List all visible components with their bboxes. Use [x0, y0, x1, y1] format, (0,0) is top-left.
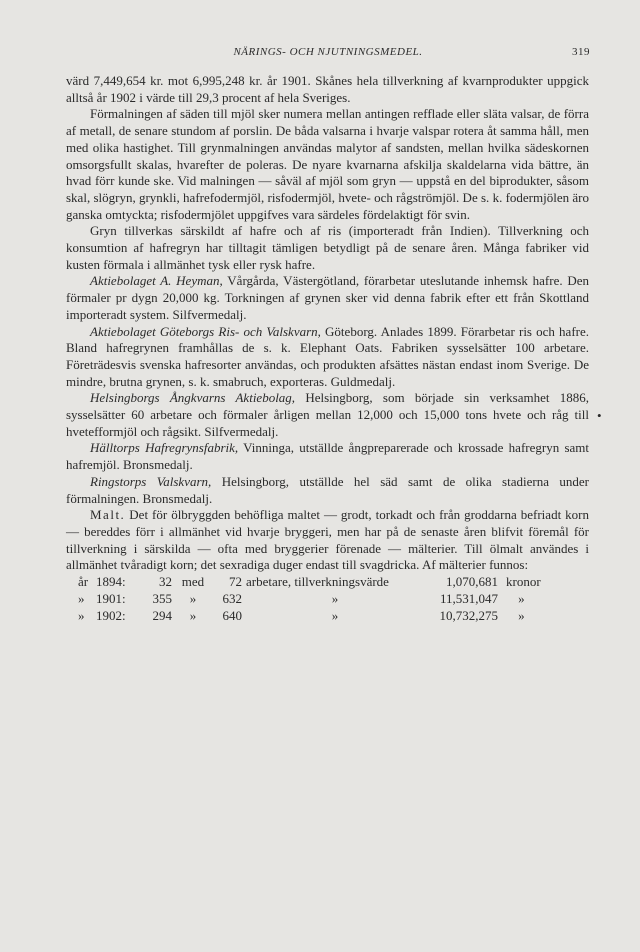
entry: [66, 474, 589, 507]
table-row: [78, 591, 545, 608]
entry: [66, 440, 589, 473]
row-workers: 632: [222, 590, 242, 606]
row-count: 355: [152, 590, 172, 606]
entry: [66, 273, 589, 323]
table-row: [78, 574, 545, 591]
row-currency: »: [518, 607, 525, 623]
row-year: 1902:: [96, 607, 126, 623]
row-value: 11,531,047: [439, 590, 498, 606]
page-header: [66, 46, 590, 66]
entry: [66, 324, 589, 391]
malt-paragraph: [66, 507, 589, 574]
row-prefix: år: [78, 574, 89, 590]
row-prefix: »: [78, 590, 85, 606]
entry-text: Helsingborg, utställde hel säd samt de olika stadierna under förmalningen. Bronsmedalj.: [66, 473, 590, 506]
row-count: 294: [152, 607, 172, 623]
entry-text: Helsingborg, som började sin verksamhet 1886, sysselsätter 60 arbetare och förmaler årligen mellan 12,000 och 15,000 tons hvete och råg till hvetefformjöl och rågsikt. Silfvermedalj.: [66, 390, 590, 439]
row-value: 1,070,681: [446, 574, 498, 590]
margin-mark: •: [597, 408, 602, 423]
malt-heading: Malt.: [90, 507, 126, 523]
paragraph: Gryn tillverkas särskildt af hafre och af ris (importeradt från Indien). Tillverkning och konsumtion af hafregryn har tilltagit tämligen betydligt på de senare åren. Många fabriker vid kusten förmala i allmänhet tysk eller rysk hafre.: [66, 223, 589, 272]
paragraph: Förmalningen af säden till mjöl sker numera mellan antingen refflade eller släta valsar, de förra af metall, de senare stundom af porslin. De båda valsarna i hvarje valspar rotera åt samma håll, men med olika hastighet. Till grynmalningen användas malytor af sandsten, mellan hvilka sädeskornen omsorgsfullt skalas, hvarefter de poleras. De nyare kvarnarna afskilja skaldelarna vida bättre, än hvad förr kunde ske. Vid malningen — såväl af mjöl som gryn — uppstå en del biprodukter, såsom skal, slögryn, grynkli, hafrefodermjöl, risfodermjöl, hvete- och rågströmjöl. De s. k. fodermjölen äro ganska omtyckta; risfodermjölet uppgifves vara särdeles fördelaktigt för svin.: [66, 106, 589, 222]
entry: [66, 390, 589, 440]
entry-name: Aktiebolaget A. Heyman,: [90, 273, 223, 289]
entry-name: Hälltorps Hafregrynsfabrik,: [90, 440, 239, 456]
table-row: [78, 608, 545, 625]
row-year: 1894:: [96, 574, 126, 590]
row-prefix: »: [78, 607, 85, 623]
row-year: 1901:: [96, 590, 126, 606]
page-number: 319: [572, 46, 590, 58]
entry-name: Aktiebolaget Göteborgs Ris- och Valskvarn,: [90, 323, 321, 339]
row-unit: med: [181, 574, 205, 590]
row-workers: 72: [229, 574, 242, 590]
entry-name: Helsingborgs Ångkvarns Aktiebolag,: [90, 390, 296, 406]
row-count: 32: [159, 574, 172, 590]
row-label: »: [331, 607, 339, 623]
entry-text: Göteborg. Anlades 1899. Förarbetar ris och hafre. Bland hafregrynen framhållas de s. k. Elephant Oats. Fabriken sysselsätter 100 arbetare. Företrädesvis svenska hafresorter användas, och produkten afsättes nästan endast inom Sverige. De mindre, brutna grynen, s. k. smabruch, exporteras. Guldmedalj.: [66, 323, 589, 389]
running-title: NÄRINGS- OCH NJUTNINGSMEDEL.: [233, 46, 423, 58]
paragraph: värd 7,449,654 kr. mot 6,995,248 kr. år 1901. Skånes hela tillverkning af kvarnprodukter uppgick alltså år 1902 i värde till 29,3 procent af hela Sveriges.: [66, 73, 589, 105]
row-workers: 640: [222, 607, 242, 623]
row-value: 10,732,275: [439, 607, 498, 623]
page-body: [66, 73, 589, 624]
row-currency: kronor: [506, 574, 541, 590]
malt-stats-table: [78, 574, 545, 624]
entry-text: Vinninga, utställde ångpreparerade och krossade hafregryn samt hafremjöl. Bronsmedalj.: [66, 440, 589, 473]
entry-text: Vårgårda, Västergötland, förarbetar uteslutande inhemsk hafre. Den förmaler pr dygn 20,000 kg. Torkningen af grynen sker vid denna fabrik efter ett från Skottland importeradt system. Silfvermedalj.: [66, 273, 589, 322]
row-currency: »: [518, 590, 525, 606]
row-label: arbetare, tillverkningsvärde: [246, 574, 389, 590]
row-unit: »: [189, 607, 197, 623]
row-label: »: [331, 590, 339, 606]
entry-name: Ringstorps Valskvarn,: [90, 473, 212, 489]
row-unit: »: [189, 590, 197, 606]
malt-text: Det för ölbryggden behöfliga maltet — grodt, torkadt och från groddarna befriadt korn — bereddes förr i allmänhet vid hvarje bryggeri, men har på de senaste åren blifvit föremål för tillverkning i särskilda — ofta med bryggerier förenade — mälterier. Till ölmalt användes i allmänhet tvåradigt korn; det sexradiga duger endast till svagdricka. Af mälterier funnos:: [66, 507, 589, 573]
